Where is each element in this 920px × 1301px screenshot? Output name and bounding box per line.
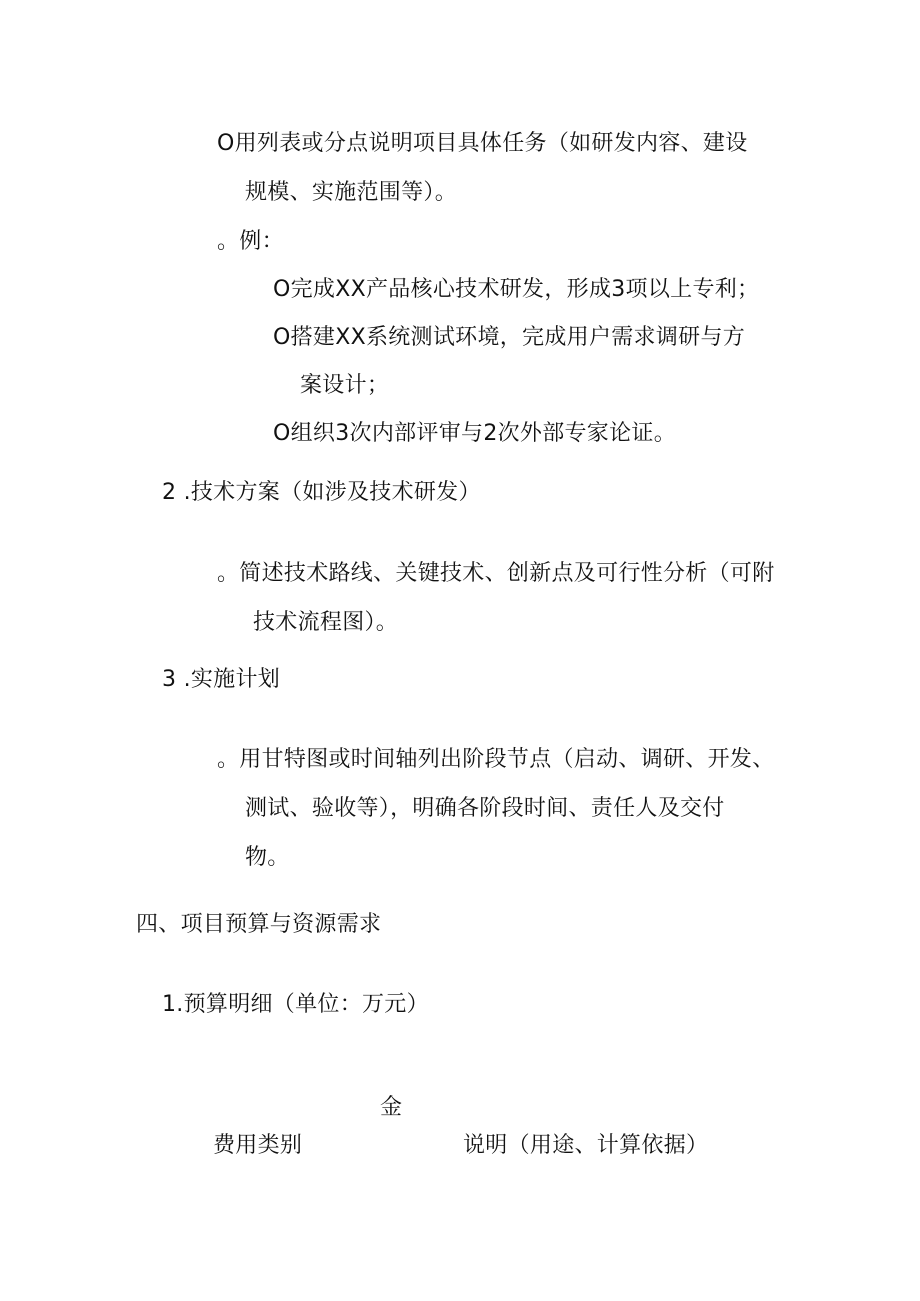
section-4-heading: 四、项目预算与资源需求 — [136, 912, 382, 937]
header-amount: 金 — [380, 1095, 403, 1120]
tech-line-1: 。简述技术路线、关键技术、创新点及可行性分析（可附 — [217, 561, 775, 586]
example-item-3: O组织3次内部评审与2次外部专家论证。 — [273, 421, 677, 446]
budget-detail-heading: 1.预算明细（单位：万元） — [162, 992, 429, 1017]
impl-line-3: 物。 — [245, 845, 290, 870]
task-line-1: O用列表或分点说明项目具体任务（如研发内容、建设 — [217, 131, 748, 156]
header-category: 费用类别 — [213, 1133, 303, 1158]
example-item-2: O搭建XX系统测试环境，完成用户需求调研与方 — [273, 325, 746, 350]
impl-plan-heading: 3 .实施计划 — [162, 667, 281, 692]
tech-line-2: 技术流程图）。 — [253, 610, 399, 635]
example-label: 。例： — [217, 229, 284, 254]
task-line-2: 规模、实施范围等）。 — [245, 180, 458, 205]
example-item-1: O完成XX产品核心技术研发，形成3项以上专利； — [273, 277, 760, 302]
impl-line-2: 测试、验收等），明确各阶段时间、责任人及交付 — [245, 796, 725, 821]
example-item-2-cont: 案设计； — [300, 373, 390, 398]
impl-line-1: 。用甘特图或时间轴列出阶段节点（启动、调研、开发、 — [217, 747, 775, 772]
tech-plan-heading: 2 .技术方案（如涉及技术研发） — [162, 480, 481, 505]
header-description: 说明（用途、计算依据） — [463, 1133, 709, 1158]
